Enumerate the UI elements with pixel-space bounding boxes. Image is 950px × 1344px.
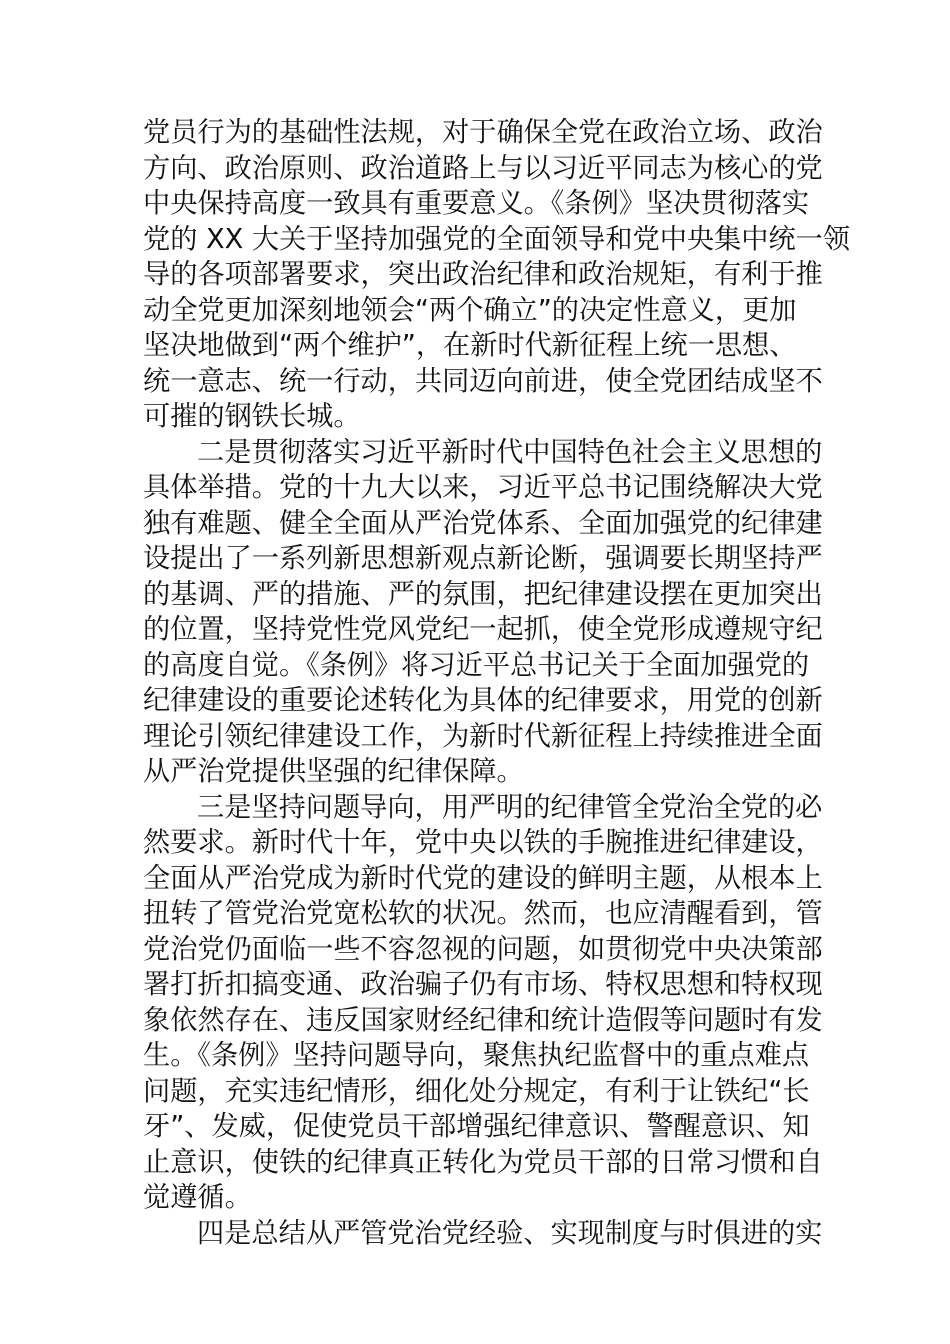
text-line: 党治党仍面临一些不容忽视的问题，如贯彻党中央决策部 xyxy=(143,933,823,965)
text-line: 止意识，使铁的纪律真正转化为党员干部的日常习惯和自 xyxy=(143,1146,823,1178)
text-line: 象依然存在、违反国家财经纪律和统计造假等问题时有发 xyxy=(143,1004,823,1036)
body-text xyxy=(143,115,851,1251)
paragraph-start-line: 三是坚持问题导向，用严明的纪律管全党治全党的必 xyxy=(197,791,823,823)
text-line: 独有难题、健全全面从严治党体系、全面加强党的纪律建 xyxy=(143,507,823,539)
text-line: 从严治党提供坚强的纪律保障。 xyxy=(143,756,524,787)
text-line: 觉遵循。 xyxy=(143,1182,252,1213)
text-line: 问题，充实违纪情形，细化处分规定，有利于让铁纪“长 xyxy=(143,1075,810,1107)
text-line: 动全党更加深刻地领会“两个确立”的决定性意义，更加 xyxy=(143,294,797,326)
text-line: 设提出了一系列新思想新观点新论断，强调要长期坚持严 xyxy=(143,543,823,574)
text-line: 中央保持高度一致具有重要意义。《条例》坚决贯彻落实 xyxy=(143,188,810,219)
text-line: 方向、政治原则、政治道路上与以习近平同志为核心的党 xyxy=(143,152,823,184)
text-line: 党员行为的基础性法规，对于确保全党在政治立场、政治 xyxy=(143,117,823,148)
text-line: 生。《条例》坚持问题导向，聚焦执纪监督中的重点难点 xyxy=(143,1040,810,1071)
text-line: 的高度自觉。《条例》将习近平总书记关于全面加强党的 xyxy=(143,649,810,681)
text-line: 牙”、发威，促使党员干部增强纪律意识、警醒意识、知 xyxy=(143,1111,810,1142)
text-line: 理论引领纪律建设工作，为新时代新征程上持续推进全面 xyxy=(143,720,823,752)
paragraph-start-line: 四是总结从严管党治党经验、实现制度与时俱进的实 xyxy=(197,1217,823,1249)
paragraph-start-line: 二是贯彻落实习近平新时代中国特色社会主义思想的 xyxy=(197,436,823,468)
text-line: 然要求。新时代十年，党中央以铁的手腕推进纪律建设， xyxy=(143,827,823,858)
text-line: 扭转了管党治党宽松软的状况。然而，也应清醒看到，管 xyxy=(143,898,823,929)
text-line: 坚决地做到“两个维护”，在新时代新征程上统一思想、 xyxy=(143,330,797,361)
text-line: 的基调、严的措施、严的氛围，把纪律建设摆在更加突出 xyxy=(143,578,823,610)
text-line: 纪律建设的重要论述转化为具体的纪律要求，用党的创新 xyxy=(143,685,823,716)
text-line: 可摧的钢铁长城。 xyxy=(143,401,361,432)
text-line: 署打折扣搞变通、政治骗子仍有市场、特权思想和特权现 xyxy=(143,969,823,1000)
text-line: 全面从严治党成为新时代党的建设的鲜明主题，从根本上 xyxy=(143,862,823,894)
text-line: 统一意志、统一行动，共同迈向前进，使全党团结成坚不 xyxy=(143,365,823,397)
text-line: 的位置，坚持党性党风党纪一起抓，使全党形成遵规守纪 xyxy=(143,614,823,645)
text-line: 党的 XX 大关于坚持加强党的全面领导和党中央集中统一领 xyxy=(143,223,851,255)
text-line: 导的各项部署要求，突出政治纪律和政治规矩，有利于推 xyxy=(143,259,823,290)
text-line: 具体举措。党的十九大以来，习近平总书记围绕解决大党 xyxy=(143,472,823,503)
